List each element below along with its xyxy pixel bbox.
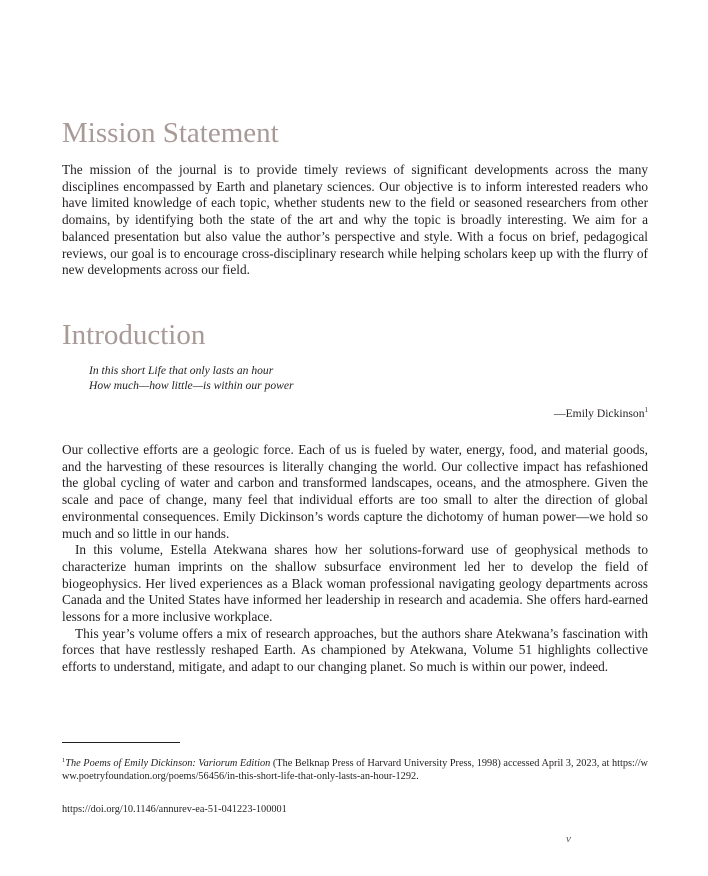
footnote-reference[interactable]: 1 bbox=[644, 406, 648, 414]
epigraph bbox=[89, 364, 294, 393]
footnote-book-title: The Poems of Emily Dickinson: Variorum Edition bbox=[65, 758, 271, 769]
mission-statement-heading: Mission Statement bbox=[62, 117, 279, 149]
footnote-url-link[interactable]: https://www.poetryfoundation.org/poems/56456/in-this-short-life-that-only-lasts-an-hour-1292 bbox=[62, 758, 648, 783]
epigraph-line-1: In this short Life that only lasts an hour bbox=[89, 364, 274, 377]
footnote bbox=[62, 754, 648, 784]
epigraph-attribution bbox=[554, 403, 648, 421]
introduction-heading: Introduction bbox=[62, 319, 206, 351]
mission-statement-paragraph: The mission of the journal is to provide timely reviews of significant developments across the many disciplines encompassed by Earth and planetary sciences. Our objective is to inform interested readers who have limited knowledge of each topic, whether students new to the field or seasoned researchers from other domains, by identifying both the state of the art and why the topic is broadly interesting. We aim for a balanced presentation but also value the author’s perspective and style. With a focus on brief, pedagogical reviews, our goal is to encourage cross-disciplinary research while helping scholars keep up with the flurry of new developments across our field. bbox=[62, 162, 648, 278]
intro-paragraph-1: Our collective efforts are a geologic force. Each of us is fueled by water, energy, food, and material goods, and the harvesting of these resources is literally changing the world. Our collective impact has refashioned the global cycling of water and carbon and transformed landscapes, oceans, and the atmosphere. Given the scale and pace of change, many feel that individual efforts are too small to alter the direction of global environmental consequences. Emily Dickinson’s words capture the dichotomy of human power—we hold so much and so little in our hands. bbox=[62, 442, 648, 541]
footnote-divider bbox=[62, 742, 180, 743]
intro-paragraph-3: This year’s volume offers a mix of research approaches, but the authors share Atekwana’s fascination with forces that have restlessly reshaped Earth. As championed by Atekwana, Volume 51 highlights collective efforts to understand, mitigate, and adapt to our changing planet. So much is within our power, indeed. bbox=[62, 625, 648, 675]
footnote-end: . bbox=[416, 771, 419, 783]
footnote-marker: 1 bbox=[62, 757, 66, 764]
introduction-body bbox=[62, 442, 648, 676]
doi-link[interactable]: https://doi.org/10.1146/annurev-ea-51-041223-100001 bbox=[62, 804, 287, 815]
footnote-citation: (The Belknap Press of Harvard University Press, 1998) accessed April 3, 2023, at bbox=[270, 758, 612, 769]
page-number: v bbox=[566, 833, 571, 845]
epigraph-line-2: How much—how little—is within our power bbox=[89, 378, 294, 392]
intro-paragraph-2: In this volume, Estella Atekwana shares how her solutions-forward use of geophysical methods to characterize human imprints on the shallow subsurface environment led her to develop the field of biogeophysics. Her lived experiences as a Black woman professional navigating geology departments across Canada and the United States have informed her leadership in research and academia. She offers hard-earned lessons for a more inclusive workplace. bbox=[62, 542, 648, 625]
attribution-text: —Emily Dickinson bbox=[554, 407, 645, 420]
